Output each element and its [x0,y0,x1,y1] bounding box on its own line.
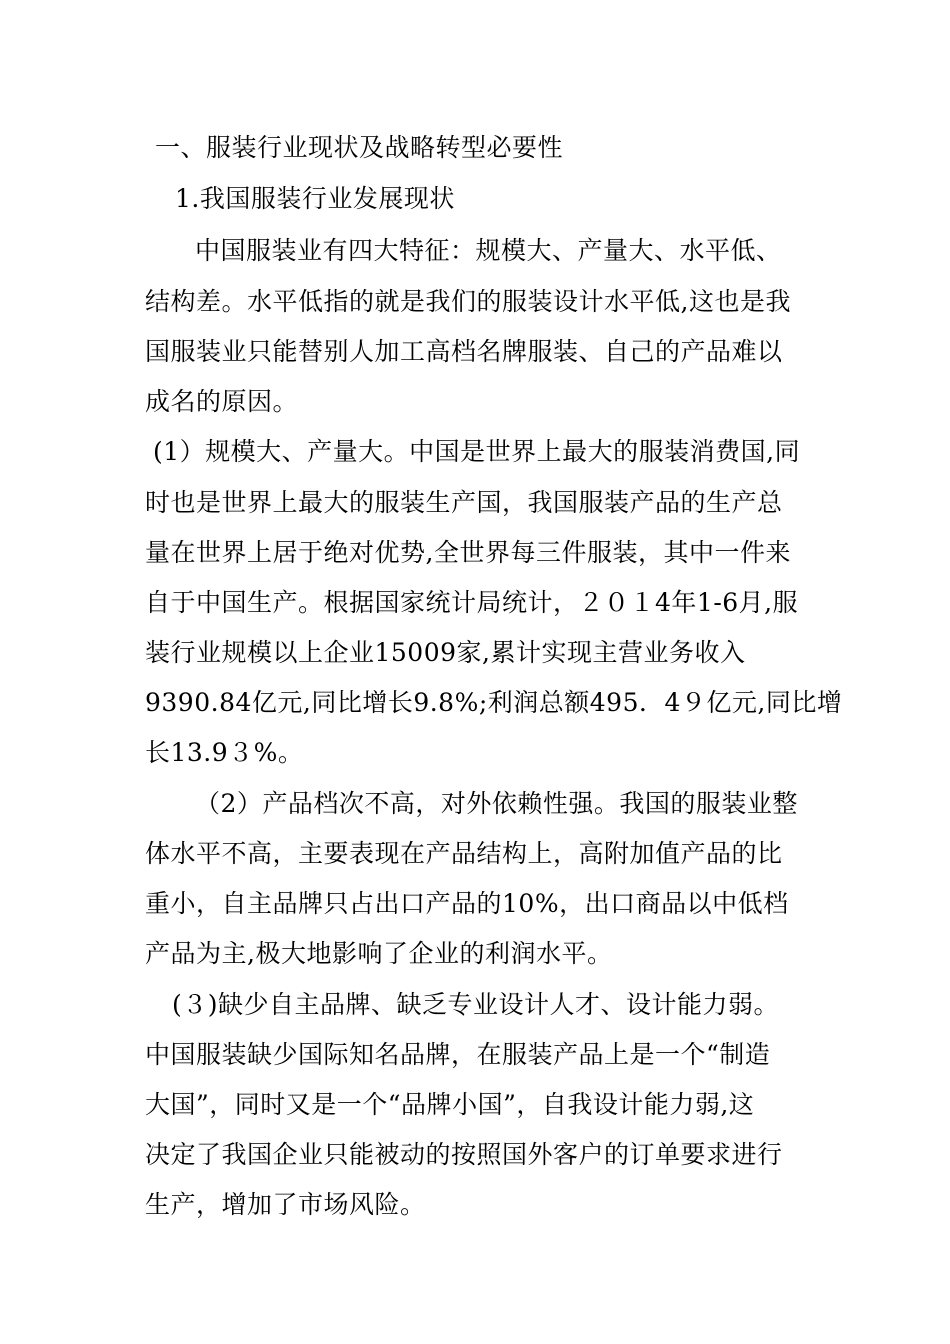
subsection-heading: 1.我国服装行业发展现状 [175,184,455,213]
paragraph-line: 大国”，同时又是一个“品牌小国”，自我设计能力弱,这 [145,1090,755,1119]
paragraph-line: 量在世界上居于绝对优势,全世界每三件服装，其中一件来 [145,538,791,567]
paragraph-line: 决定了我国企业只能被动的按照国外客户的订单要求进行 [145,1140,783,1169]
paragraph-line: 9390.84亿元,同比增长9.8%;利润总额495．4９亿元,同比增 [145,688,843,717]
paragraph-line: 体水平不高，主要表现在产品结构上，高附加值产品的比 [145,839,783,868]
paragraph-line: 国服装业只能替别人加工高档名牌服装、自己的产品难以 [145,337,783,366]
paragraph-line: 中国服装业有四大特征：规模大、产量大、水平低、 [195,236,782,265]
paragraph-line: （2）产品档次不高，对外依赖性强。我国的服装业整 [195,789,798,818]
paragraph-line: 装行业规模以上企业15009家,累计实现主营业务收入 [145,638,746,667]
paragraph-line: 成名的原因。 [145,387,299,416]
paragraph-line: (1）规模大、产量大。中国是世界上最大的服装消费国,同 [153,437,801,466]
paragraph-line: 结构差。水平低指的就是我们的服装设计水平低,这也是我 [145,287,791,316]
paragraph-line: 生产，增加了市场风险。 [145,1190,426,1219]
paragraph-line: 长13.9３%。 [145,738,304,767]
paragraph-line: 自于中国生产。根据国家统计局统计，２０１4年1-6月,服 [145,588,799,617]
paragraph-line: (３)缺少自主品牌、缺乏专业设计人才、设计能力弱。 [172,990,780,1019]
section-heading: 一、服装行业现状及战略转型必要性 [155,133,564,162]
paragraph-line: 产品为主,极大地影响了企业的利润水平。 [145,939,613,968]
paragraph-line: 中国服装缺少国际知名品牌，在服装产品上是一个“制造 [145,1040,771,1069]
paragraph-line: 时也是世界上最大的服装生产国，我国服装产品的生产总 [145,488,783,517]
paragraph-line: 重小，自主品牌只占出口产品的10%，出口商品以中低档 [145,889,789,918]
